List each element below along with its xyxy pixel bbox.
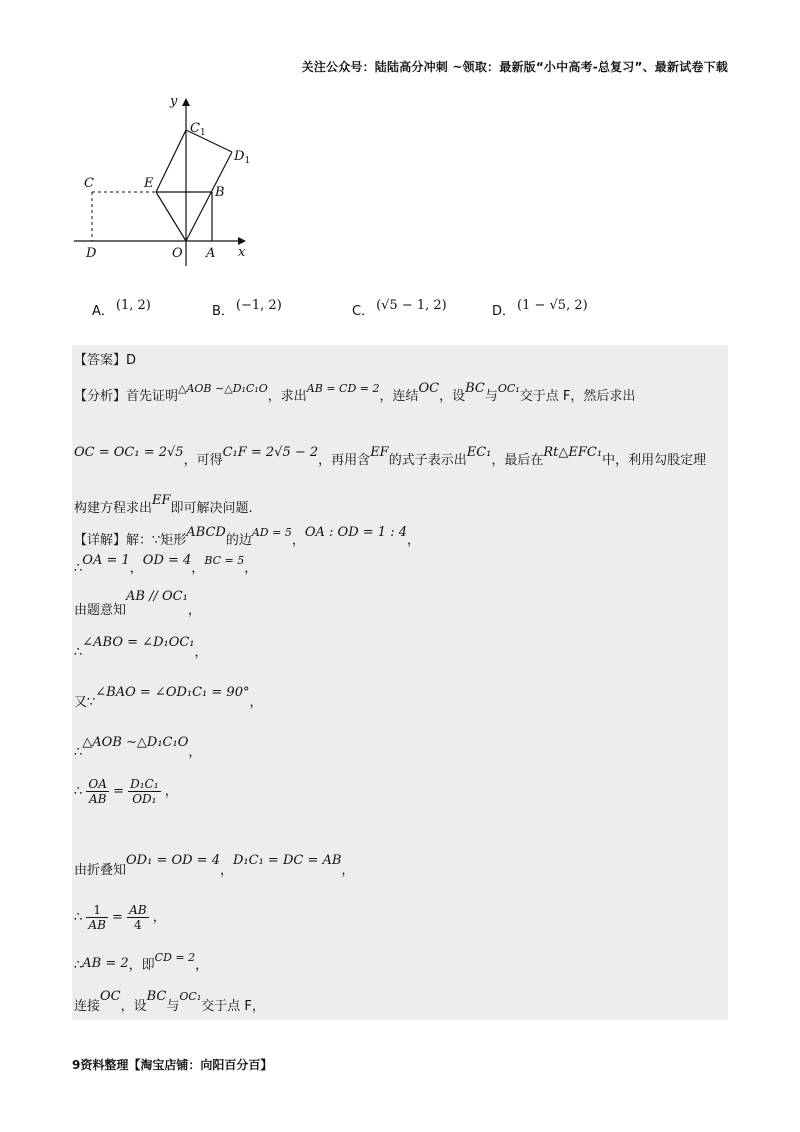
page-number: 9	[72, 1058, 81, 1072]
detail-line-6: ∴△AOB ∼△D₁C₁O，	[74, 735, 202, 760]
coordinate-diagram	[72, 90, 272, 270]
label-c1: $C_1$	[190, 121, 206, 138]
label-y: y	[170, 94, 178, 109]
choice-a: A． (1, 2)	[92, 298, 151, 319]
fraction-oa-ab: $\frac{OA}{AB}$	[88, 777, 107, 806]
label-a: A	[206, 246, 216, 261]
fraction-d1c1-od1: $\frac{\text{D₁C₁}}{\text{OD₁}}$	[130, 777, 159, 806]
detail-line-7: ∴ $\frac{OA}{AB}$ = $\frac{\text{D₁C₁}}{\text{OD₁}}$ ，	[74, 777, 178, 806]
page-header: 关注公众号：陆陆高分冲刺 ~领取：最新版“小中高考-总复习”、最新试卷下载	[301, 60, 728, 74]
label-c: C	[84, 176, 94, 191]
label-b: B	[215, 185, 225, 200]
fraction-1-ab: $\frac{1}{AB}$	[88, 903, 106, 932]
segment-oe	[156, 192, 186, 241]
y-axis-arrow	[182, 98, 190, 106]
segment-ec1	[156, 130, 186, 192]
footer-text: 资料整理【淘宝店铺：向阳百分百】	[80, 1058, 273, 1072]
page-footer	[72, 1056, 272, 1073]
detail-line-4: ∴∠ABO = ∠D₁OC₁，	[74, 635, 208, 660]
analysis-line-3: 构建方程求出EF即可解决问题.	[74, 493, 253, 516]
geometry-figure	[72, 90, 272, 270]
answer-line: 【答案】D	[74, 353, 137, 368]
detail-line-11: 连接OC，设BC与OC₁交于点 F，	[74, 989, 265, 1014]
choice-b: B． (−1, 2)	[212, 298, 282, 319]
detail-line-5: 又∵∠BAO = ∠OD₁C₁ = 90°，	[74, 685, 263, 710]
answer-choices	[92, 298, 652, 326]
label-e: E	[144, 176, 154, 191]
analysis-line-2: OC = OC₁ = 2√5，可得C₁F = 2√5 − 2，再用含EF的式子表示出EC₁，最后在Rt△EFC₁中，利用勾股定理	[74, 445, 707, 468]
solution-panel	[72, 345, 728, 1020]
detail-line-9: ∴ $\frac{1}{AB}$ = $\frac{AB}{4}$ ，	[74, 903, 166, 932]
segment-d1o	[186, 152, 232, 241]
label-x: x	[238, 245, 246, 260]
detail-line-10: ∴AB = 2，即CD = 2，	[74, 951, 209, 973]
x-axis-arrow	[238, 237, 246, 245]
detail-line-2: ∴OA = 1，OD = 4，BC = 5，	[74, 553, 258, 576]
choice-c: C． (√5 − 1, 2)	[352, 298, 447, 319]
detail-line-8: 由折叠知OD₁ = OD = 4，D₁C₁ = DC = AB，	[74, 853, 355, 878]
detail-line-1: 【详解】解：∵矩形ABCD的边AD = 5，OA : OD = 1 : 4，	[74, 525, 420, 548]
label-o: O	[172, 246, 183, 261]
detail-line-3: 由题意知AB // OC₁，	[74, 589, 201, 618]
label-d1: $D_1$	[234, 149, 251, 166]
choice-d: D． (1 − √5, 2)	[492, 298, 588, 319]
analysis-line-1: 【分析】首先证明△AOB ∼△D₁C₁O，求出AB = CD = 2，连结OC，设BC与OC₁交于点 F，然后求出	[74, 381, 636, 404]
fraction-ab-4: $\frac{AB}{4}$	[129, 903, 147, 932]
label-d: D	[86, 246, 97, 261]
